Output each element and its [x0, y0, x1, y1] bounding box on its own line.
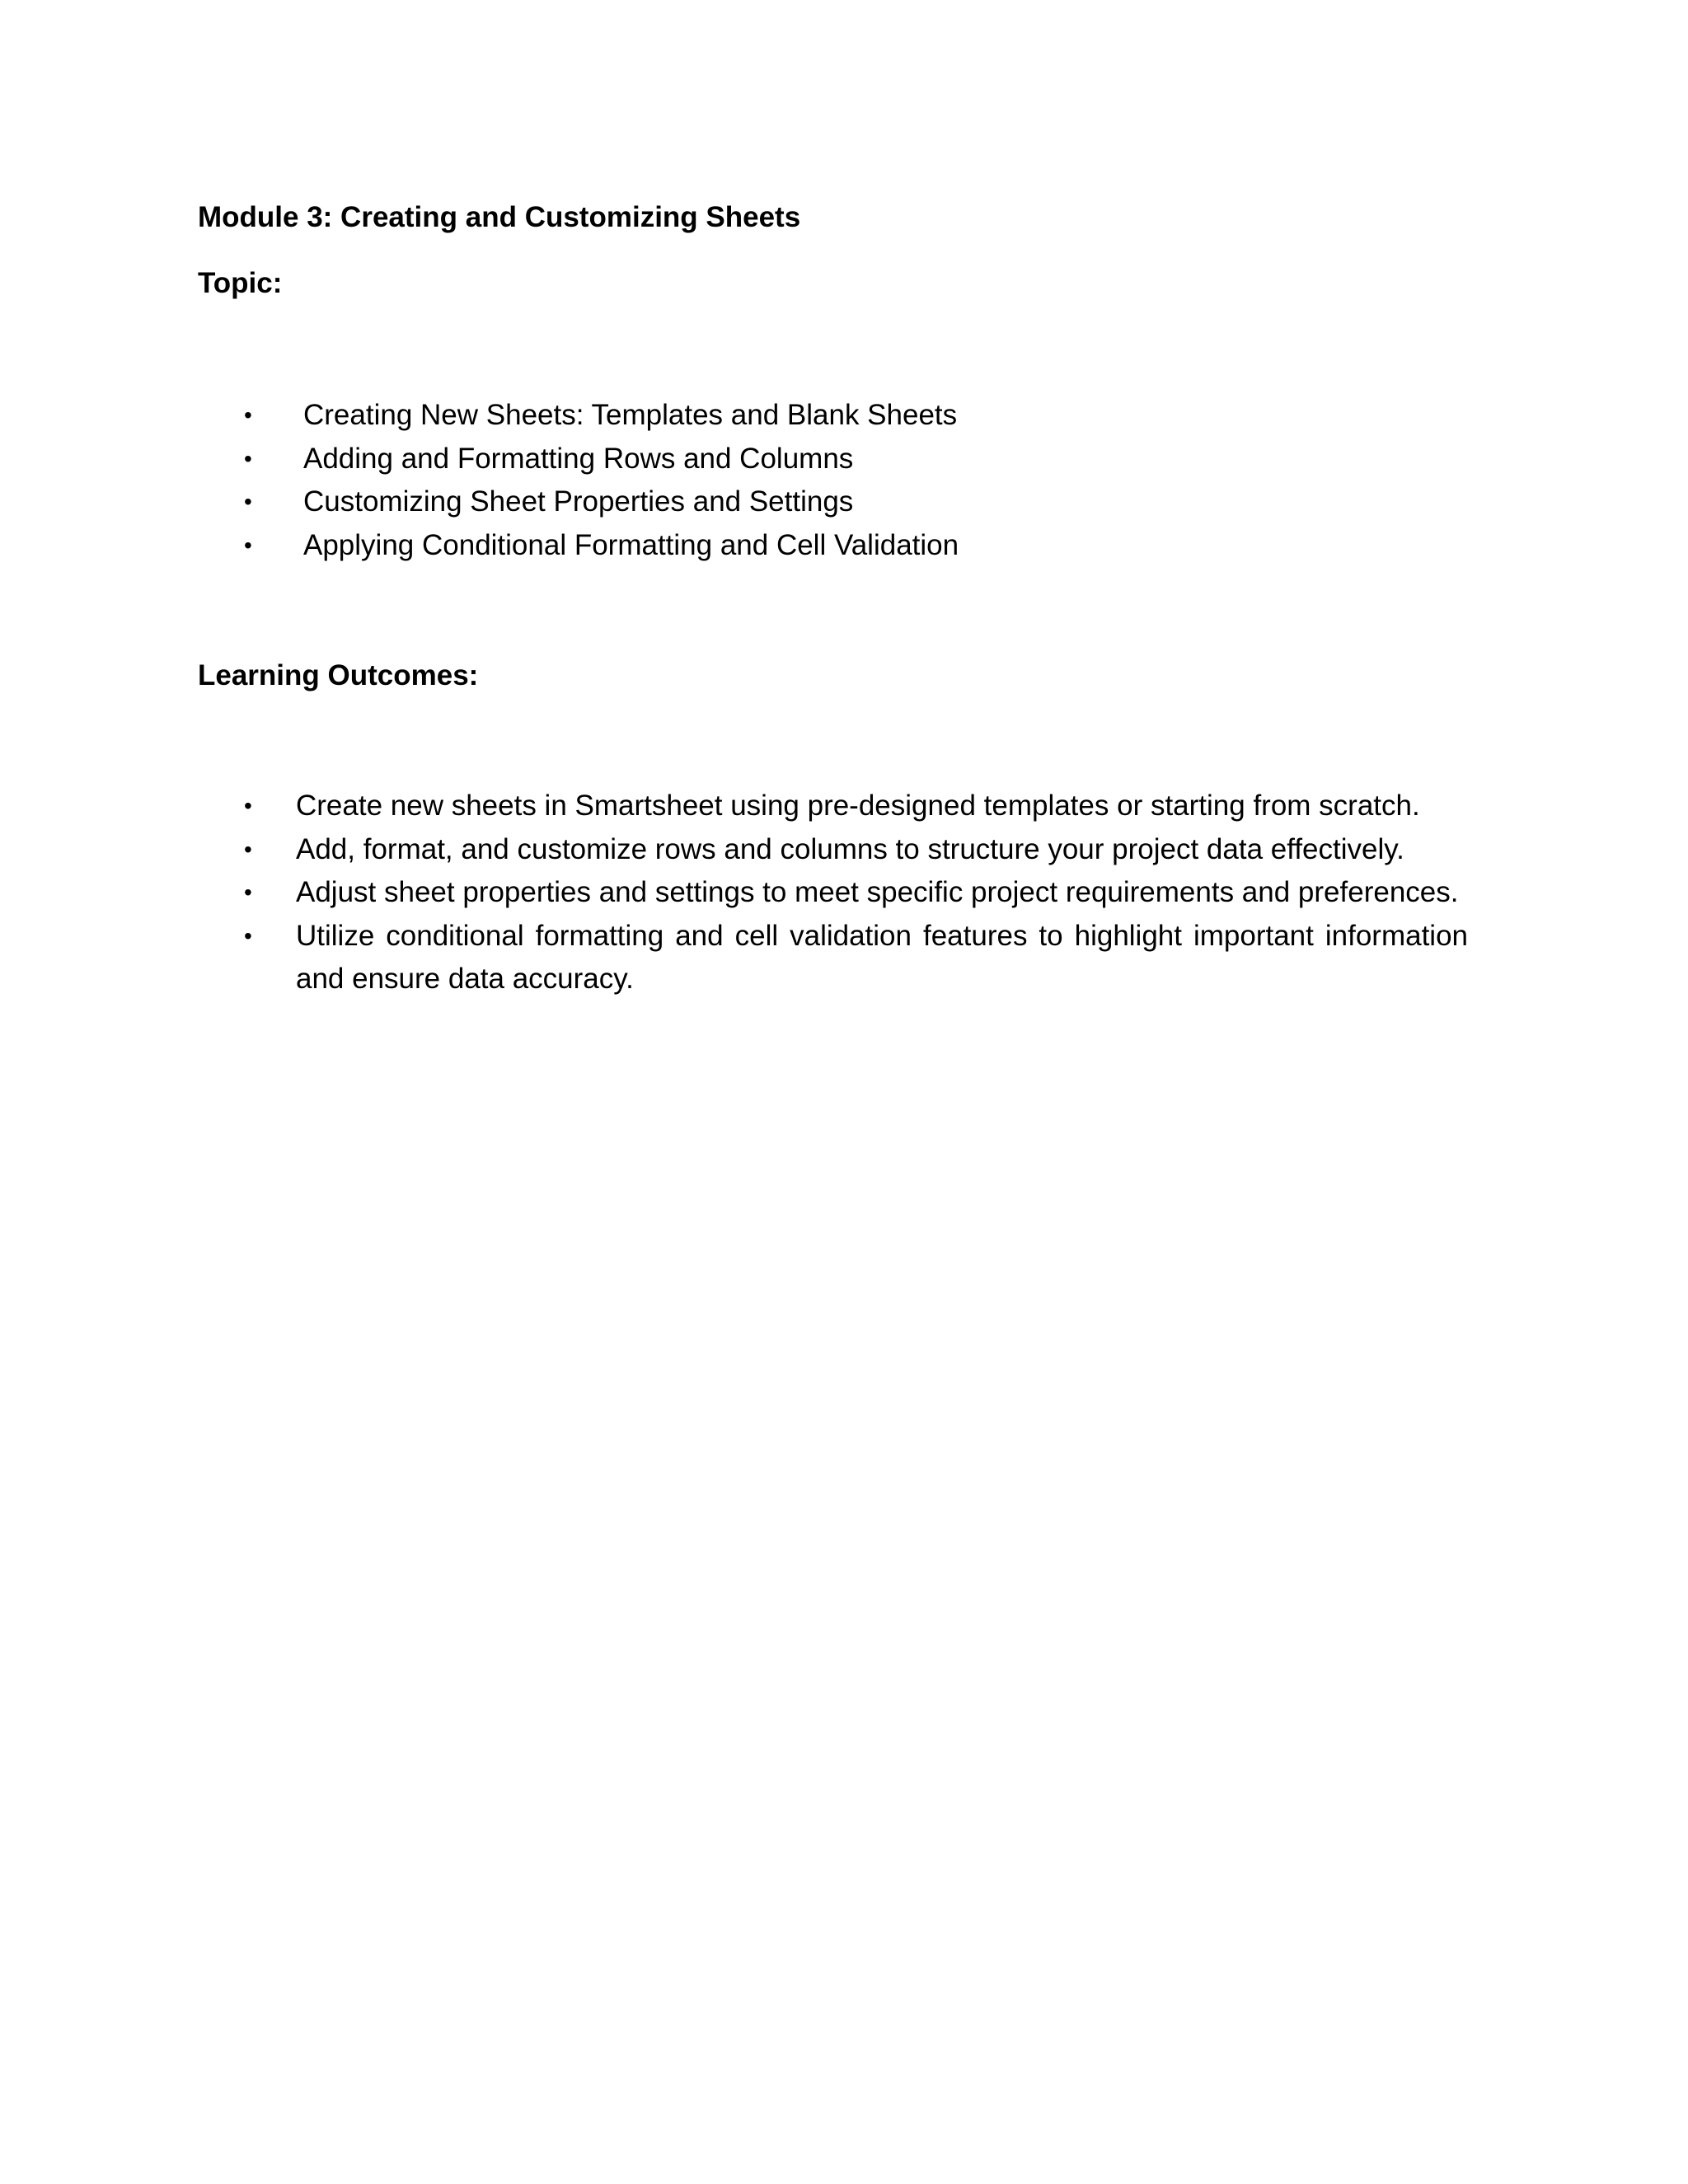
topic-heading: Topic:: [198, 267, 283, 299]
topic-text: Adding and Formatting Rows and Columns: [303, 442, 854, 475]
list-item: [244, 785, 1468, 828]
bullet-icon: •: [244, 922, 252, 949]
topic-text: Customizing Sheet Properties and Settings: [303, 485, 854, 518]
bullet-icon: •: [244, 879, 252, 905]
topic-text: Applying Conditional Formatting and Cell Validation: [303, 528, 959, 561]
list-item: [244, 871, 1468, 915]
bullet-icon: •: [244, 402, 252, 428]
topic-text: Creating New Sheets: Templates and Blank Sheets: [303, 399, 958, 431]
bullet-icon: •: [244, 836, 252, 862]
bullet-icon: •: [244, 532, 252, 558]
list-item: [244, 524, 959, 568]
list-item: [244, 438, 959, 481]
learning-outcomes-heading: Learning Outcomes:: [198, 659, 479, 691]
list-item: [244, 394, 959, 438]
module-title: Module 3: Creating and Customizing Sheets: [198, 201, 801, 233]
list-item: [244, 915, 1468, 1001]
bullet-icon: •: [244, 793, 252, 818]
topic-list: [244, 394, 959, 567]
bullet-icon: •: [244, 445, 252, 471]
bullet-icon: •: [244, 489, 252, 514]
outcome-text: Utilize conditional formatting and cell validation features to highlight important information and ensure data accuracy.: [296, 919, 1468, 995]
outcome-text: Create new sheets in Smartsheet using pre-designed templates or starting from scratch.: [296, 790, 1420, 822]
outcome-list: [244, 785, 1468, 1001]
outcome-text: Adjust sheet properties and settings to meet specific project requirements and preferences.: [296, 876, 1459, 908]
list-item: [244, 480, 959, 524]
list-item: [244, 828, 1468, 872]
outcome-text: Add, format, and customize rows and columns to structure your project data effectively.: [296, 832, 1404, 865]
